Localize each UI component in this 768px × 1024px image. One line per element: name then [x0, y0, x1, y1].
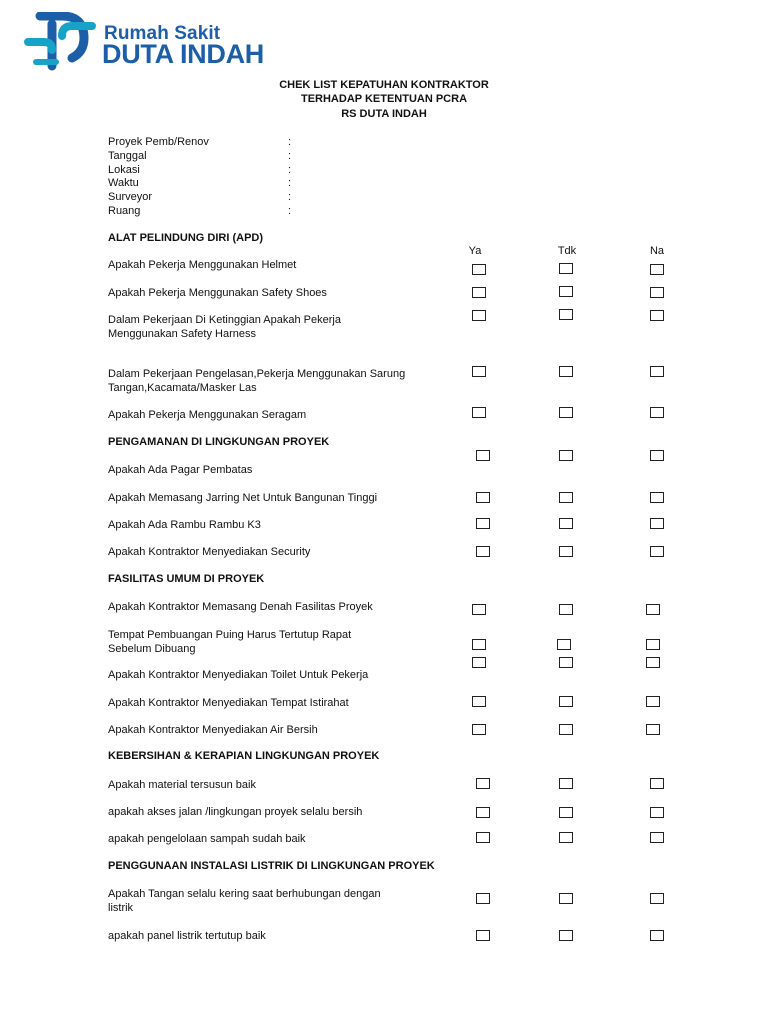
- checkbox-na[interactable]: [650, 492, 664, 503]
- checkbox-na[interactable]: [650, 518, 664, 529]
- field-colon: :: [288, 191, 292, 203]
- checkbox-na[interactable]: [646, 604, 660, 615]
- section-title-pengamanan: PENGAMANAN DI LINGKUNGAN PROYEK: [108, 436, 330, 448]
- question-text: apakah panel listrik tertutup baik: [108, 930, 266, 942]
- checkbox-na[interactable]: [650, 832, 664, 843]
- checkbox-ya[interactable]: [476, 832, 490, 843]
- field-colon: :: [288, 164, 292, 176]
- section-title-listrik: PENGGUNAAN INSTALASI LISTRIK DI LINGKUNGAN PROYEK: [108, 860, 435, 872]
- checkbox-ya[interactable]: [476, 778, 490, 789]
- checkbox-tdk[interactable]: [559, 263, 573, 274]
- doc-title-line1: CHEK LIST KEPATUHAN KONTRAKTOR: [279, 79, 489, 91]
- question-text: Apakah Kontraktor Memasang Denah Fasilitas Proyek: [108, 601, 373, 613]
- checkbox-ya[interactable]: [472, 366, 486, 377]
- checkbox-na[interactable]: [650, 778, 664, 789]
- section-title-kebersihan: KEBERSIHAN & KERAPIAN LINGKUNGAN PROYEK: [108, 750, 380, 762]
- checkbox-ya[interactable]: [472, 724, 486, 735]
- checkbox-tdk[interactable]: [559, 309, 573, 320]
- checkbox-na[interactable]: [650, 264, 664, 275]
- checkbox-tdk[interactable]: [559, 930, 573, 941]
- doc-title-line2: TERHADAP KETENTUAN PCRA: [300, 93, 468, 105]
- question-text: Apakah Memasang Jarring Net Untuk Bangunan Tinggi: [108, 492, 378, 504]
- question-text: Dalam Pekerjaan Pengelasan,Pekerja Menggunakan Sarung Tangan,Kacamata/Masker Las: [108, 368, 406, 394]
- field-colon: :: [288, 150, 292, 162]
- checkbox-tdk[interactable]: [559, 893, 573, 904]
- checkbox-tdk[interactable]: [559, 604, 573, 615]
- logo-mark-icon: [22, 12, 102, 74]
- question-text: Tempat Pembuangan Puing Harus Tertutup Rapat Sebelum Dibuang: [108, 629, 352, 655]
- column-header-na: Na: [649, 245, 665, 257]
- question-text: Apakah Pekerja Menggunakan Seragam: [108, 409, 307, 421]
- field-label-time: Waktu: [108, 177, 139, 189]
- checkbox-na[interactable]: [650, 930, 664, 941]
- checkbox-na[interactable]: [650, 807, 664, 818]
- question-text: Apakah Pekerja Menggunakan Helmet: [108, 259, 297, 271]
- checkbox-ya[interactable]: [476, 893, 490, 904]
- checkbox-ya[interactable]: [476, 492, 490, 503]
- checkbox-na[interactable]: [650, 407, 664, 418]
- checkbox-tdk[interactable]: [559, 696, 573, 707]
- checkbox-ya[interactable]: [476, 807, 490, 818]
- checkbox-tdk[interactable]: [559, 492, 573, 503]
- column-header-ya: Ya: [468, 245, 482, 257]
- section-title-apd: ALAT PELINDUNG DIRI (APD): [108, 232, 264, 244]
- checkbox-tdk[interactable]: [559, 450, 573, 461]
- doc-title-line3: RS DUTA INDAH: [341, 108, 427, 120]
- field-label-project: Proyek Pemb/Renov: [108, 136, 209, 148]
- checkbox-ya[interactable]: [476, 450, 490, 461]
- checkbox-tdk[interactable]: [559, 366, 573, 377]
- checkbox-tdk[interactable]: [559, 724, 573, 735]
- checkbox-tdk[interactable]: [557, 639, 571, 650]
- checkbox-na[interactable]: [650, 366, 664, 377]
- checkbox-ya[interactable]: [472, 639, 486, 650]
- field-label-surveyor: Surveyor: [108, 191, 153, 203]
- checkbox-ya[interactable]: [476, 930, 490, 941]
- question-text: apakah pengelolaan sampah sudah baik: [108, 833, 306, 845]
- checkbox-ya[interactable]: [472, 287, 486, 298]
- column-header-tdk: Tdk: [557, 245, 577, 257]
- question-text: Apakah Kontraktor Menyediakan Security: [108, 546, 311, 558]
- question-text: Apakah Kontraktor Menyediakan Tempat Istirahat: [108, 697, 349, 709]
- checkbox-tdk[interactable]: [559, 518, 573, 529]
- checkbox-na[interactable]: [650, 893, 664, 904]
- question-text: Apakah Ada Rambu Rambu K3: [108, 519, 261, 531]
- checkbox-na[interactable]: [650, 287, 664, 298]
- checkbox-tdk[interactable]: [559, 546, 573, 557]
- field-label-date: Tanggal: [108, 150, 147, 162]
- field-colon: :: [288, 205, 292, 217]
- checkbox-na[interactable]: [646, 696, 660, 707]
- section-title-fasilitas: FASILITAS UMUM DI PROYEK: [108, 573, 265, 585]
- question-text: Apakah material tersusun baik: [108, 779, 256, 791]
- brand-line1: Rumah Sakit: [104, 23, 221, 44]
- checkbox-na[interactable]: [650, 546, 664, 557]
- field-colon: :: [288, 136, 292, 148]
- question-text: Apakah Ada Pagar Pembatas: [108, 464, 253, 476]
- checkbox-ya[interactable]: [472, 310, 486, 321]
- checkbox-na[interactable]: [650, 450, 664, 461]
- checkbox-ya[interactable]: [476, 518, 490, 529]
- field-label-location: Lokasi: [108, 164, 140, 176]
- question-text: Apakah Pekerja Menggunakan Safety Shoes: [108, 287, 327, 299]
- checkbox-tdk[interactable]: [559, 286, 573, 297]
- brand-line2: DUTA INDAH: [102, 39, 264, 69]
- question-text: Apakah Kontraktor Menyediakan Air Bersih: [108, 724, 318, 736]
- hospital-logo: [22, 12, 312, 74]
- checkbox-ya[interactable]: [472, 657, 486, 668]
- question-text: Apakah Kontraktor Menyediakan Toilet Untuk Pekerja: [108, 669, 369, 681]
- checkbox-ya[interactable]: [472, 407, 486, 418]
- checkbox-ya[interactable]: [472, 604, 486, 615]
- checkbox-tdk[interactable]: [559, 832, 573, 843]
- field-colon: :: [288, 177, 292, 189]
- checkbox-tdk[interactable]: [559, 657, 573, 668]
- question-text: apakah akses jalan /lingkungan proyek selalu bersih: [108, 806, 363, 818]
- checkbox-na[interactable]: [646, 724, 660, 735]
- checkbox-tdk[interactable]: [559, 778, 573, 789]
- checkbox-ya[interactable]: [476, 546, 490, 557]
- question-text: Dalam Pekerjaan Di Ketinggian Apakah Pekerja Menggunakan Safety Harness: [108, 314, 341, 340]
- checkbox-ya[interactable]: [472, 696, 486, 707]
- checkbox-na[interactable]: [646, 657, 660, 668]
- checkbox-tdk[interactable]: [559, 807, 573, 818]
- checkbox-na[interactable]: [650, 310, 664, 321]
- field-label-room: Ruang: [108, 205, 141, 217]
- checkbox-na[interactable]: [646, 639, 660, 650]
- checkbox-ya[interactable]: [472, 264, 486, 275]
- question-text: Apakah Tangan selalu kering saat berhubungan dengan listrik: [108, 888, 381, 914]
- checkbox-tdk[interactable]: [559, 407, 573, 418]
